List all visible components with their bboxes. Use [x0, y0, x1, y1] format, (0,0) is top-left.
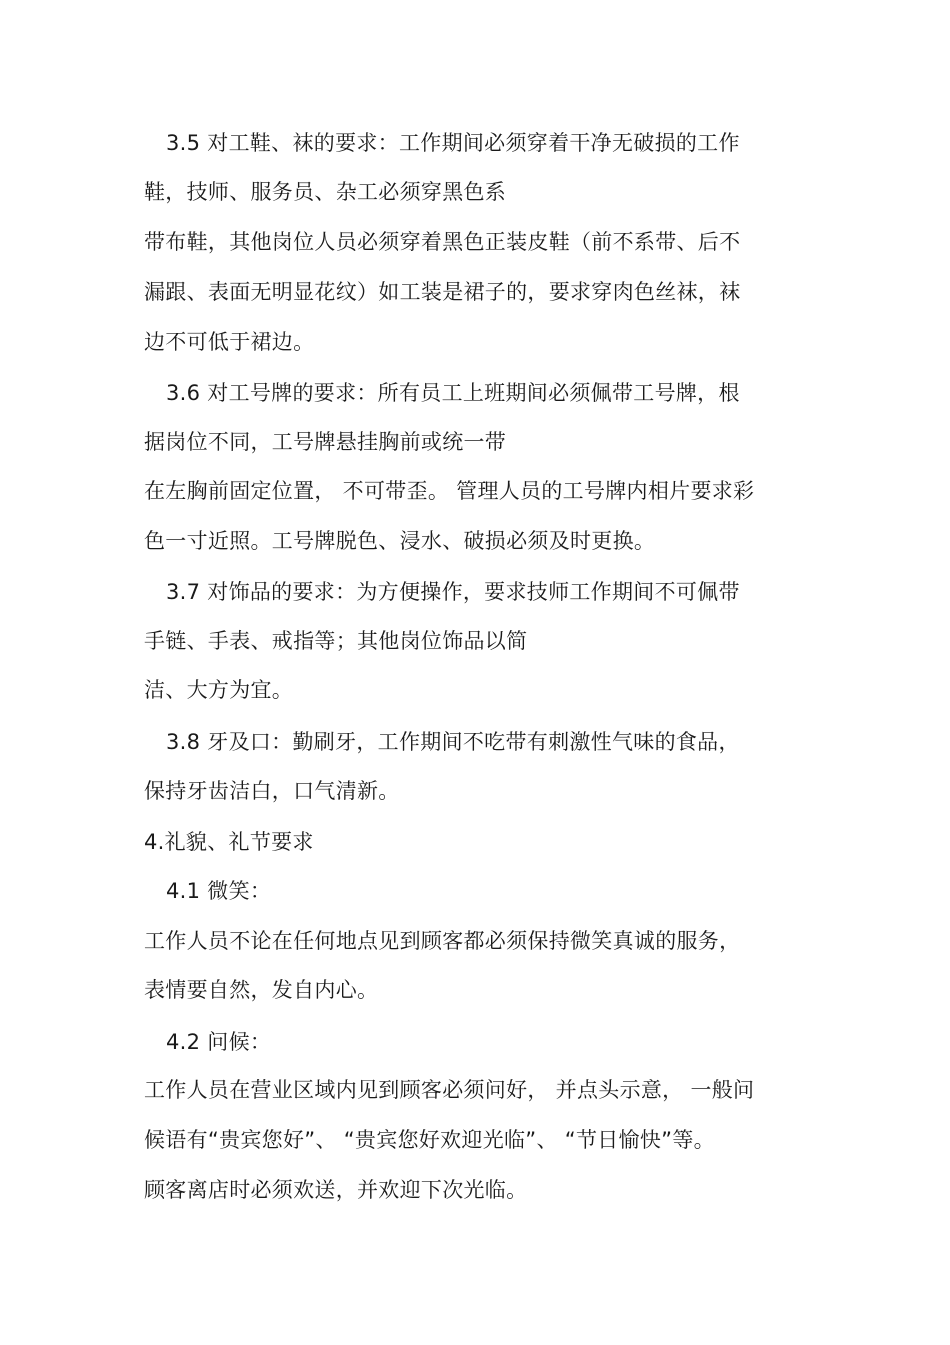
paragraph-4-2-line-2: 候语有“贵宾您好”、 “贵宾您好欢迎光临”、 “节日愉快”等。 — [144, 1128, 715, 1152]
paragraph-3-8-line-2: 保持牙齿洁白，口气清新。 — [144, 779, 400, 803]
subsection-4-2-heading: 4.2 问候： — [166, 1030, 272, 1054]
paragraph-3-5-line-3: 带布鞋，其他岗位人员必须穿着黑色正装皮鞋（前不系带、后不 — [144, 230, 741, 254]
paragraph-4-1-line-2: 表情要自然，发自内心。 — [144, 978, 379, 1002]
paragraph-3-7-line-1: 3.7 对饰品的要求：为方便操作，要求技师工作期间不可佩带 — [166, 580, 740, 604]
paragraph-3-6-line-2: 据岗位不同，工号牌悬挂胸前或统一带 — [144, 430, 507, 454]
paragraph-3-5-line-2: 鞋，技师、服务员、杂工必须穿黑色系 — [144, 180, 507, 204]
paragraph-3-7-line-2: 手链、手表、戒指等；其他岗位饰品以简 — [144, 629, 528, 653]
paragraph-3-8-line-1: 3.8 牙及口：勤刷牙，工作期间不吃带有刺激性气味的食品， — [166, 730, 740, 754]
paragraph-3-6-line-3: 在左胸前固定位置， 不可带歪。 管理人员的工号牌内相片要求彩 — [144, 479, 755, 503]
paragraph-3-5-line-4: 漏跟、表面无明显花纹）如工装是裙子的，要求穿肉色丝袜，袜 — [144, 280, 741, 304]
paragraph-4-1-line-1: 工作人员不论在任何地点见到顾客都必须保持微笑真诚的服务， — [144, 929, 741, 953]
paragraph-3-7-line-3: 洁、大方为宜。 — [144, 678, 294, 702]
paragraph-3-5-line-5: 边不可低于裙边。 — [144, 330, 315, 354]
paragraph-4-2-line-3: 顾客离店时必须欢送，并欢迎下次光临。 — [144, 1178, 528, 1202]
paragraph-4-2-line-1: 工作人员在营业区域内见到顾客必须问好， 并点头示意， 一般问 — [144, 1078, 755, 1102]
section-4-heading: 4.礼貌、礼节要求 — [144, 830, 314, 854]
paragraph-3-6-line-1: 3.6 对工号牌的要求：所有员工上班期间必须佩带工号牌，根 — [166, 381, 740, 405]
subsection-4-1-heading: 4.1 微笑： — [166, 879, 272, 903]
paragraph-3-5-line-1: 3.5 对工鞋、袜的要求：工作期间必须穿着干净无破损的工作 — [166, 131, 740, 155]
paragraph-3-6-line-4: 色一寸近照。工号牌脱色、浸水、破损必须及时更换。 — [144, 529, 656, 553]
